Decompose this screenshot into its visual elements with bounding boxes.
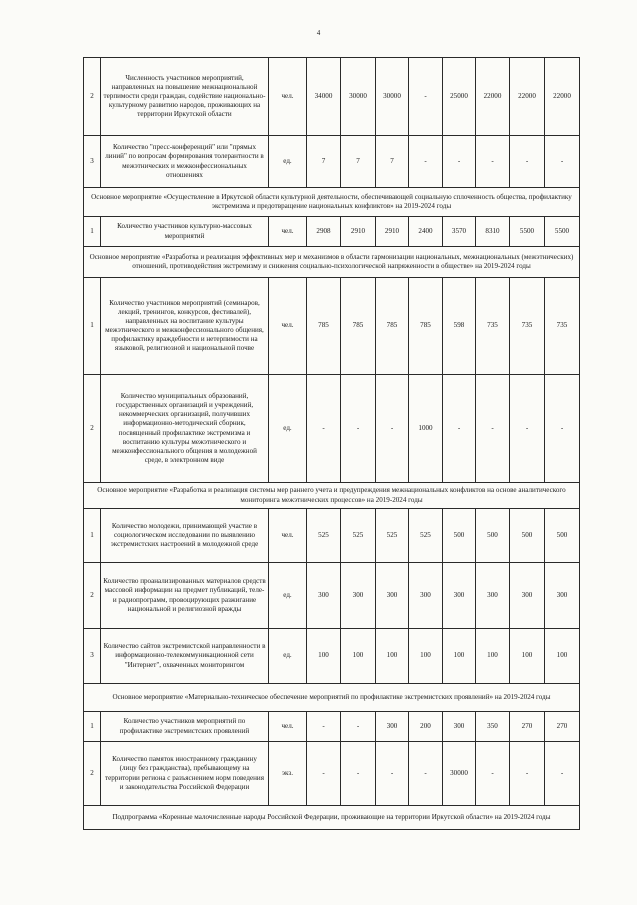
section-title: Основное мероприятие «Разработка и реализация эффективных мер и механизмов в области гармонизации национальных, межнациональных (межэтнических) отношений, противодействия экстремизму и снижения социально-психологической напряженности в обществе» на 2019-2024 годы [84,247,580,278]
value-cell: 735 [476,278,510,375]
unit-cell: чел. [269,712,307,742]
section-title: Подпрограмма «Коренные малочисленные народы Российской Федерации, проживающие на территории Иркутской области» на 2019-2024 годы [84,806,580,830]
value-cell: 100 [545,629,580,684]
value-cell: 2908 [307,217,341,247]
value-cell: 3570 [443,217,476,247]
value-cell: - [476,136,510,188]
indicator-row [84,509,580,563]
value-cell: 500 [545,509,580,563]
value-cell: 5500 [510,217,545,247]
value-cell: 525 [341,509,376,563]
value-cell: 30000 [341,58,376,136]
row-number: 2 [84,742,101,806]
value-cell: 7 [307,136,341,188]
indicator-row [84,742,580,806]
indicator-row [84,712,580,742]
value-cell: 8310 [476,217,510,247]
value-cell: - [376,375,409,483]
value-cell: 300 [409,563,443,629]
unit-cell: экз. [269,742,307,806]
value-cell: 22000 [476,58,510,136]
value-cell: 300 [510,563,545,629]
row-number: 2 [84,563,101,629]
indicator-name: Количество памяток иностранному гражданину (лицу без гражданства), пребывающему на территории региона с разъяснением норм поведения и законодательства Российской Федерации [101,742,269,806]
indicator-name: Количество проанализированных материалов средств массовой информации на предмет публикаций, теле- и радиопрограмм, провоцирующих разжигание национальной и религиозной вражды [101,563,269,629]
value-cell: - [341,375,376,483]
indicator-row [84,629,580,684]
value-cell: - [545,375,580,483]
unit-cell: чел. [269,58,307,136]
value-cell: 5500 [545,217,580,247]
value-cell: - [307,712,341,742]
indicator-row [84,278,580,375]
value-cell: 525 [409,509,443,563]
value-cell: - [307,742,341,806]
row-number: 1 [84,278,101,375]
section-title: Основное мероприятие «Материально-техническое обеспечение мероприятий по профилактике экстремистских проявлений» на 2019-2024 годы [84,684,580,712]
unit-cell: ед. [269,136,307,188]
value-cell: 500 [510,509,545,563]
row-number: 1 [84,509,101,563]
section-row [84,188,580,217]
indicator-name: Количество участников мероприятий (семинаров, лекций, тренингов, конкурсов, фестивалей), направленных на воспитание культуры межэтнического и межконфессионального общения, профилактику враждебности и нетерпимости на языковой, религиозной и национальной почве [101,278,269,375]
value-cell: 25000 [443,58,476,136]
value-cell: 22000 [510,58,545,136]
indicator-name: Количество молодежи, принимающей участие в социологическом исследовании по выявлению экстремистских настроений в молодежной среде [101,509,269,563]
value-cell: - [510,375,545,483]
value-cell: - [476,375,510,483]
indicator-name: Количество "пресс-конференций" или "прямых линий" по вопросам формирования толерантности в межэтнических и межконфессиональных отношениях [101,136,269,188]
value-cell: - [307,375,341,483]
value-cell: 100 [409,629,443,684]
indicator-name: Численность участников мероприятий, направленных на повышение межнациональной терпимости среди граждан, содействие национально-культурному развитию народов, проживающих на территории Иркутской области [101,58,269,136]
unit-cell: чел. [269,217,307,247]
value-cell: 270 [510,712,545,742]
value-cell: 300 [376,563,409,629]
value-cell: 100 [341,629,376,684]
indicator-name: Количество муниципальных образований, государственных организаций и учреждений, некоммерческих организаций, получивших информационно-методический сборник, посвященный профилактике экстремизма и воспитанию культуры межэтнического и межконфессионального общения в молодежной среде, в электронном виде [101,375,269,483]
value-cell: 7 [341,136,376,188]
value-cell: 300 [545,563,580,629]
value-cell: - [376,742,409,806]
value-cell: 100 [510,629,545,684]
value-cell: 22000 [545,58,580,136]
value-cell: 350 [476,712,510,742]
section-title: Основное мероприятие «Разработка и реализация системы мер раннего учета и предупреждения межнациональных конфликтов на основе аналитического мониторинга межэтнических процессов» на 2019-2024 годы [84,483,580,509]
unit-cell: ед. [269,629,307,684]
value-cell: 100 [376,629,409,684]
row-number: 3 [84,136,101,188]
value-cell: 525 [307,509,341,563]
value-cell: 785 [341,278,376,375]
value-cell: 7 [376,136,409,188]
unit-cell: ед. [269,563,307,629]
value-cell: 300 [443,563,476,629]
value-cell: 100 [443,629,476,684]
unit-cell: ед. [269,375,307,483]
unit-cell: чел. [269,509,307,563]
value-cell: - [409,136,443,188]
value-cell: - [545,742,580,806]
section-row [84,483,580,509]
value-cell: 525 [376,509,409,563]
value-cell: 300 [443,712,476,742]
value-cell: 2910 [376,217,409,247]
value-cell: - [510,742,545,806]
row-number: 3 [84,629,101,684]
row-number: 1 [84,217,101,247]
value-cell: 735 [510,278,545,375]
section-row [84,684,580,712]
indicator-row [84,217,580,247]
row-number: 2 [84,58,101,136]
value-cell: 1000 [409,375,443,483]
value-cell: 735 [545,278,580,375]
value-cell: 300 [341,563,376,629]
indicator-name: Количество участников культурно-массовых мероприятий [101,217,269,247]
value-cell: 785 [307,278,341,375]
value-cell: - [510,136,545,188]
value-cell: - [409,742,443,806]
value-cell: 30000 [443,742,476,806]
value-cell: 500 [476,509,510,563]
value-cell: 100 [476,629,510,684]
value-cell: 100 [307,629,341,684]
value-cell: 785 [409,278,443,375]
row-number: 1 [84,712,101,742]
value-cell: 500 [443,509,476,563]
section-row [84,247,580,278]
value-cell: - [341,712,376,742]
indicator-row [84,136,580,188]
indicators-table [83,57,580,830]
value-cell: 598 [443,278,476,375]
value-cell: 300 [476,563,510,629]
value-cell: 300 [376,712,409,742]
value-cell: - [409,58,443,136]
value-cell: 30000 [376,58,409,136]
value-cell: - [545,136,580,188]
value-cell: - [476,742,510,806]
value-cell: 2910 [341,217,376,247]
value-cell: 34000 [307,58,341,136]
unit-cell: чел. [269,278,307,375]
page-number: 4 [316,29,321,37]
indicator-row [84,58,580,136]
section-title: Основное мероприятие «Осуществление в Иркутской области культурной деятельности, обеспечивающей социальную сплоченность общества, профилактику экстремизма и предотвращение национальных конфликтов» на 2019-2024 годы [84,188,580,217]
value-cell: - [443,375,476,483]
value-cell: 785 [376,278,409,375]
value-cell: - [341,742,376,806]
value-cell: - [443,136,476,188]
value-cell: 300 [307,563,341,629]
value-cell: 2400 [409,217,443,247]
value-cell: 200 [409,712,443,742]
row-number: 2 [84,375,101,483]
indicator-name: Количество участников мероприятий по профилактике экстремистских проявлений [101,712,269,742]
section-row [84,806,580,830]
indicator-name: Количество сайтов экстремистской направленности в информационно-телекоммуникационной сети "Интернет", охваченных мониторингом [101,629,269,684]
indicator-row [84,375,580,483]
value-cell: 270 [545,712,580,742]
indicator-row [84,563,580,629]
